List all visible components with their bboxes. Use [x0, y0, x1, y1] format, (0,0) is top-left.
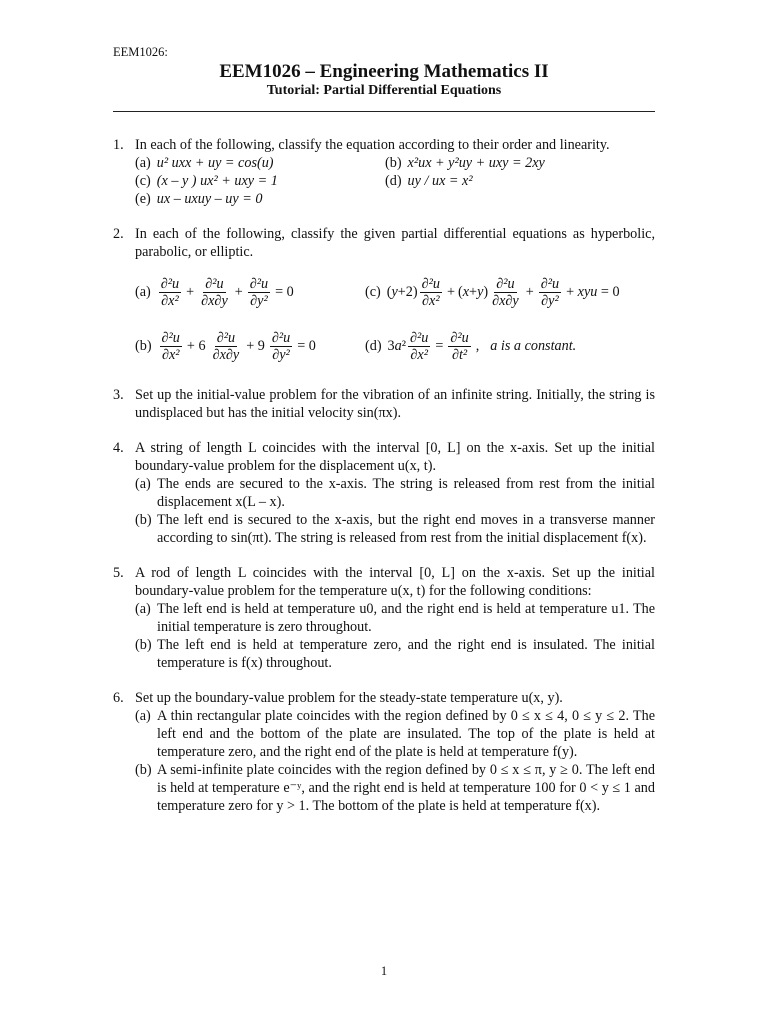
question-number: 3.	[113, 387, 124, 403]
tutorial-content	[113, 136, 655, 832]
question-number: 6.	[113, 690, 124, 706]
q1-item-c: (c) (x – y ) ux² + uxy = 1	[135, 173, 278, 189]
q2-equation-d: (d) 3a² $\frac{\text{∂²u}}{\text{∂x²}}$ = $\frac{\text{∂²u}}{\text{∂t²}}$ , a is a constant.	[365, 329, 577, 363]
question-text: A string of length L coincides with the interval [0, L] on the x-axis. Set up the initial boundary-value problem for the displacement u(x, t).	[135, 440, 655, 474]
q4-item-b: (b) The left end is secured to the x-axis, but the right end moves in a transverse manner according to sin(πt). The string is released from rest from the initial displacement f(x).	[135, 512, 655, 546]
question-text: In each of the following, classify the equation according to their order and linearity.	[135, 137, 610, 153]
question-number: 4.	[113, 440, 124, 456]
constant-note: a is a constant.	[490, 338, 577, 354]
document-title: EEM1026 – Engineering Mathematics II	[219, 61, 549, 82]
question-6	[113, 689, 655, 815]
question-number: 1.	[113, 137, 124, 153]
question-text: Set up the initial-value problem for the vibration of an infinite string. Initially, the string is undisplaced but has the initial velocity sin(πx).	[135, 387, 655, 421]
q2-row-1	[135, 269, 655, 315]
q1-items	[135, 154, 655, 208]
page-number: 1	[380, 964, 388, 978]
question-text: A rod of length L coincides with the interval [0, L] on the x-axis. Set up the initial boundary-value problem for the temperature u(x, t) for the following conditions:	[135, 565, 655, 599]
question-5	[113, 564, 655, 672]
q1-item-b: (b) x²ux + y²uy + uxy = 2xy	[385, 155, 545, 171]
q2-equation-a: (a) $\frac{\text{∂²u}}{\text{∂x²}}$ + $\frac{\text{∂²u}}{\partial x\partial y}$ + $\frac{\text{∂²u}}{\text{∂y²}}$ = 0	[135, 275, 294, 309]
q2-equation-b: (b) $\frac{\text{∂²u}}{\text{∂x²}}$ + 6 $\frac{\text{∂²u}}{\partial x\partial y}$ + 9 $\frac{\text{∂²u}}{\text{∂y²}}$ = 0	[135, 329, 316, 363]
q4-item-a: (a) The ends are secured to the x-axis. The string is released from rest from the initial displacement x(L – x).	[135, 476, 655, 510]
question-number: 5.	[113, 565, 124, 581]
q5-item-b: (b) The left end is held at temperature zero, and the right end is insulated. The initial temperature is f(x) throughout.	[135, 637, 655, 671]
q1-item-d: (d) uy / ux = x²	[385, 173, 473, 189]
question-text: In each of the following, classify the given partial differential equations as hyperbolic, parabolic, or elliptic.	[135, 226, 655, 260]
question-2	[113, 225, 655, 369]
q2-row-2	[135, 323, 655, 369]
q5-item-a: (a) The left end is held at temperature u0, and the right end is held at temperature u1. The initial temperature is zero throughout.	[135, 601, 655, 635]
question-1	[113, 136, 655, 208]
q1-item-a: (a) u² uxx + uy = cos(u)	[135, 155, 274, 171]
page-code: EEM1026:	[113, 45, 168, 59]
question-3	[113, 386, 655, 422]
question-4	[113, 439, 655, 547]
question-number: 2.	[113, 226, 124, 242]
q1-item-e: (e) ux – uxuy – uy = 0	[135, 191, 263, 207]
q6-item-b: (b) A semi-infinite plate coincides with the region defined by 0 ≤ x ≤ π, y ≥ 0. The left end is held at temperature e⁻ʸ, and the right end is held at temperature 100 for 0 < y ≤ 1 and temperature zero for y > 1. The bottom of the plate is held at temperature f(x).	[135, 762, 655, 814]
q6-item-a: (a) A thin rectangular plate coincides with the region defined by 0 ≤ x ≤ 4, 0 ≤ y ≤ 2. The left end and the bottom of the plate are insulated. The top of the plate is held at temperature zero, and the right end of the plate is held at temperature f(y).	[135, 708, 655, 760]
q2-equation-c: (c) (y+2) $\frac{\text{∂²u}}{\text{∂x²}}$ + (x+y) $\frac{\text{∂²u}}{\partial x\partial y}$ + $\frac{\text{∂²u}}{\text{∂y²}}$ + xyu = 0	[365, 275, 620, 309]
header-divider	[113, 111, 655, 112]
question-text: Set up the boundary-value problem for the steady-state temperature u(x, y).	[135, 690, 563, 706]
document-subtitle: Tutorial: Partial Differential Equations	[266, 83, 502, 98]
